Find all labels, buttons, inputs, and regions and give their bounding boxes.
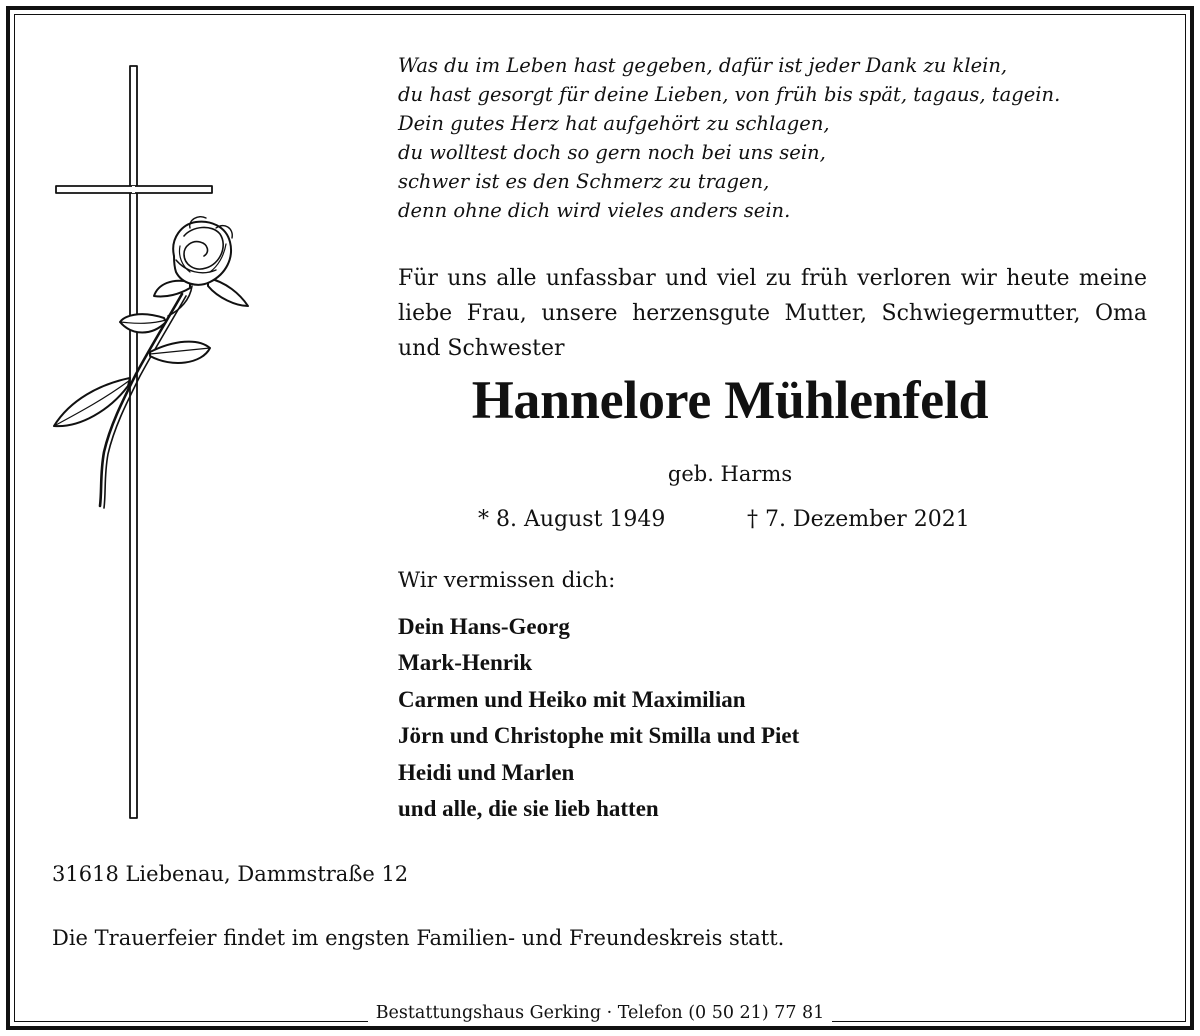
mourner-name: Mark-Henrik	[398, 650, 533, 676]
deceased-name: Hannelore Mühlenfeld	[471, 370, 989, 430]
poem-line: du hast gesorgt für deine Lieben, von früh bis spät, tagaus, tagein.	[398, 83, 1061, 107]
poem	[398, 51, 1178, 226]
maiden-name: geb. Harms	[667, 462, 793, 486]
mourner-name: Dein Hans-Georg	[398, 614, 570, 639]
ceremony-note: Die Trauerfeier findet im engsten Familien- und Freundeskreis statt.	[52, 926, 785, 950]
footer	[14, 999, 1186, 1027]
mourners-list	[398, 609, 799, 827]
poem-line: Dein gutes Herz hat aufgehört zu schlagen,	[398, 112, 830, 136]
cross-with-rose-icon	[40, 60, 260, 840]
poem-line: schwer ist es den Schmerz zu tragen,	[398, 170, 770, 194]
mourner-name: Jörn und Christophe mit Smilla und Piet	[398, 723, 800, 749]
funeral-home-contact: Bestattungshaus Gerking · Telefon (0 50 21) 77 81	[368, 1003, 833, 1023]
announcement-text: Für uns alle unfassbar und viel zu früh verloren wir heute meine liebe Frau, unsere herzensgute Mutter, Schwiegermutter, Oma und Schwester	[398, 266, 1147, 361]
birth-date: * 8. August 1949	[478, 507, 666, 532]
mourner-name: Heidi und Marlen	[398, 759, 575, 785]
poem-line: denn ohne dich wird vieles anders sein.	[398, 199, 791, 223]
poem-line: du wolltest doch so gern noch bei uns sein,	[398, 141, 826, 165]
mourner-name: Carmen und Heiko mit Maximilian	[398, 686, 746, 712]
poem-line: Was du im Leben hast gegeben, dafür ist jeder Dank zu klein,	[398, 54, 1008, 77]
mourners-intro: Wir vermissen dich:	[398, 568, 616, 593]
address: 31618 Liebenau, Dammstraße 12	[52, 862, 409, 886]
death-date: † 7. Dezember 2021	[747, 507, 970, 532]
mourner-name: und alle, die sie lieb hatten	[398, 796, 659, 822]
